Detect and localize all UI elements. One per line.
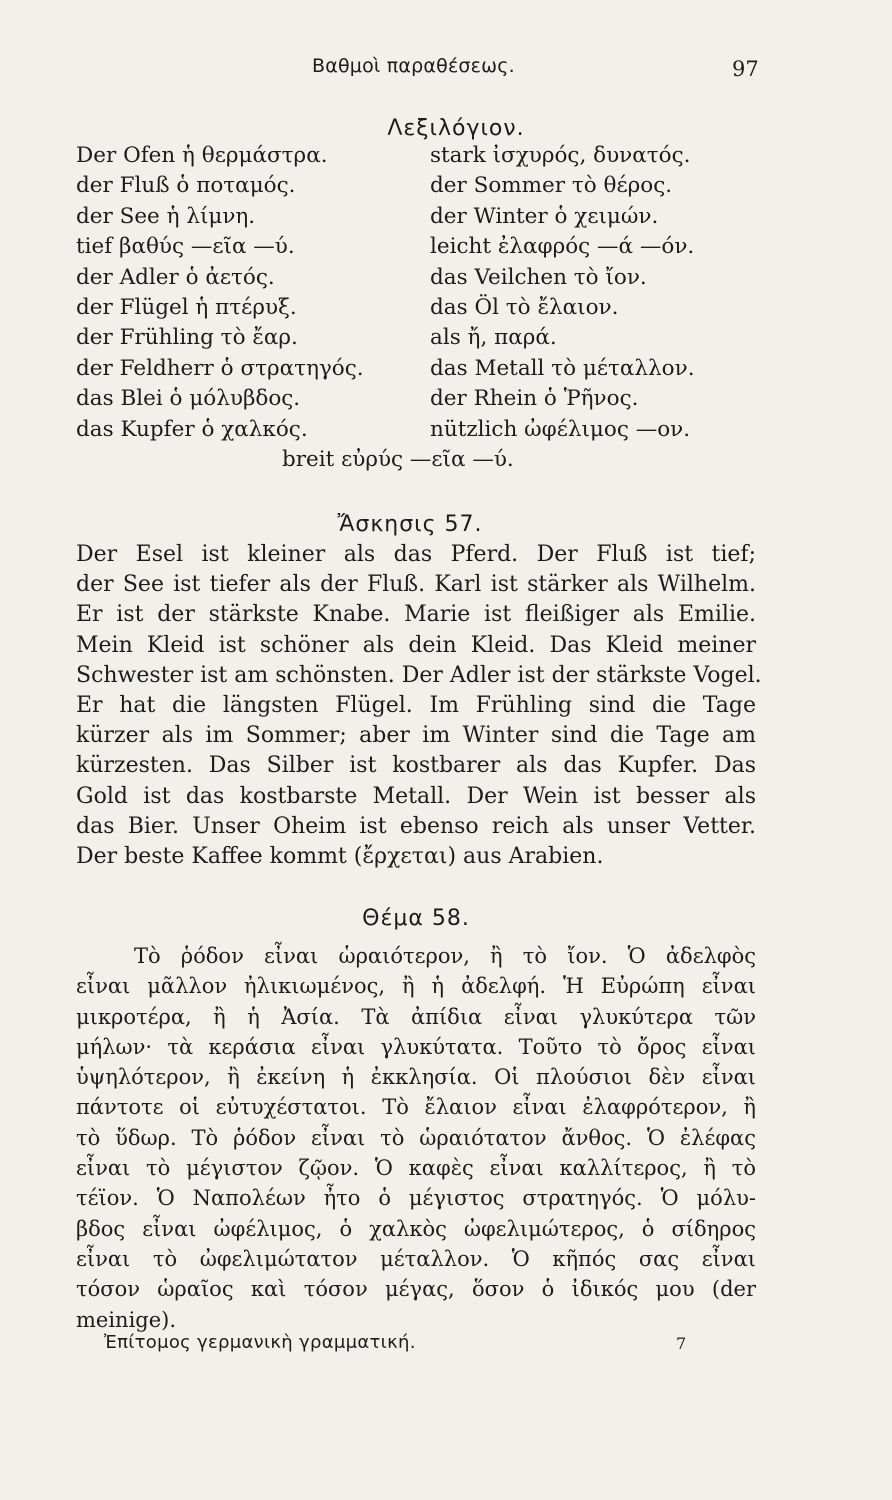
- text-line: πάντοτε οἱ εὐτυχέστατοι. Τὸ ἔλαιον εἶναι ἐλαφρότερον, ἢ: [76, 1095, 756, 1120]
- running-title: Βαθμοὶ παραθέσεως.: [312, 55, 515, 77]
- vocab-entry: der Frühling τὸ ἔαρ.: [76, 325, 298, 351]
- vocab-entry: nützlich ὠφέλιμος —ον.: [430, 416, 691, 442]
- text-line: Er ist der stärkste Knabe. Marie ist fleißiger als Emilie.: [76, 602, 756, 628]
- text-line: das Bier. Unser Oheim ist ebenso reich als unser Vetter.: [76, 813, 756, 839]
- vocab-entry: das Blei ὁ μόλυβδος.: [76, 386, 301, 412]
- text-line: μικροτέρα, ἢ ἡ Ἀσία. Τὰ ἀπίδια εἶναι γλυκύτερα τῶν: [76, 1004, 756, 1029]
- text-line: Mein Kleid ist schöner als dein Kleid. Das Kleid meiner: [76, 632, 756, 658]
- vocab-entry: der See ἡ λίμνη.: [76, 203, 256, 229]
- vocab-entry: Der Ofen ἡ θερμάστρα.: [76, 143, 328, 168]
- text-line: kürzesten. Das Silber ist kostbarer als das Kupfer. Das: [76, 753, 756, 779]
- exercise-paragraph: [76, 540, 762, 872]
- exercise-heading: Ἄσκησις 57.: [337, 512, 483, 537]
- vocab-entry: der Flügel ἡ πτέρυξ.: [76, 295, 297, 321]
- text-line: Schwester ist am schönsten. Der Adler ist der stärkste Vogel.: [76, 662, 762, 688]
- vocab-entry: der Fluß ὁ ποταμός.: [76, 173, 296, 199]
- vocab-entry: der Winter ὁ χειμών.: [430, 203, 659, 229]
- text-line: εἶναι τὸ μέγιστον ζῷον. Ὁ καφὲς εἶναι καλλίτερος, ἢ τὸ: [76, 1156, 756, 1181]
- vocab-list-left: [76, 141, 446, 445]
- text-line: μήλων· τὰ κεράσια εἶναι γλυκύτατα. Τοῦτο τὸ ὄρος εἶναι: [76, 1034, 756, 1059]
- vocab-entry: der Rhein ὁ Ῥῆνος.: [430, 386, 639, 412]
- running-header: [0, 55, 892, 85]
- vocab-entry: der Feldherr ὁ στρατηγός.: [76, 355, 364, 381]
- vocab-entry: das Öl τὸ ἔλαιον.: [430, 295, 619, 321]
- text-line: Τὸ ῥόδον εἶναι ὡραιότερον, ἢ τὸ ἴον. Ὁ ἀδελφὸς: [134, 944, 756, 968]
- text-line: εἶναι τὸ ὠφελιμώτατον μέταλλον. Ὁ κῆπός σας εἶναι: [76, 1246, 756, 1271]
- signature-mark: 7: [676, 1334, 687, 1353]
- page-number: 97: [732, 57, 759, 81]
- vocab-entry: als ἤ, παρά.: [430, 325, 557, 351]
- vocab-entry: der Adler ὁ ἀετός.: [76, 264, 275, 290]
- text-line: meinige).: [76, 1307, 177, 1332]
- text-line: Er hat die längsten Flügel. Im Frühling sind die Tage: [76, 693, 756, 719]
- text-line: βδος εἶναι ὠφέλιμος, ὁ χαλκὸς ὠφελιμώτερος, ὁ σίδηρος: [76, 1216, 756, 1241]
- text-line: τὸ ὕδωρ. Τὸ ῥόδον εἶναι τὸ ὡραιότατον ἄνθος. Ὁ ἐλέφας: [76, 1125, 756, 1150]
- page-footer: [0, 1332, 892, 1362]
- vocab-entry: das Kupfer ὁ χαλκός.: [76, 416, 308, 442]
- text-line: εἶναι μᾶλλον ἠλικιωμένος, ἢ ἡ ἀδελφή. Ἡ Εὐρώπη εἶναι: [76, 974, 756, 999]
- vocab-entry: tief βαθύς —εῖα —ύ.: [76, 234, 295, 260]
- text-line: Der Esel ist kleiner als das Pferd. Der Fluß ist tief;: [76, 542, 756, 567]
- theme-heading: Θέμα 58.: [362, 906, 470, 931]
- text-line: τέϊον. Ὁ Ναπολέων ἦτο ὁ μέγιστος στρατηγός. Ὁ μόλυ-: [76, 1186, 756, 1211]
- text-line: Der beste Kaffee kommt (ἔρχεται) aus Arabien.: [76, 844, 604, 870]
- text-line: ὑψηλότερον, ἢ ἐκείνη ἡ ἐκκλησία. Οἱ πλούσιοι δὲν εἶναι: [76, 1065, 756, 1090]
- footer-book-title: Ἐπίτομος γερμανικὴ γραμματική.: [104, 1332, 416, 1353]
- vocab-entry-centered: breit εὐρύς —εῖα —ύ.: [282, 447, 514, 472]
- text-line: kürzer als im Sommer; aber im Winter sind die Tage am: [76, 723, 756, 749]
- text-line: der See ist tiefer als der Fluß. Karl ist stärker als Wilhelm.: [76, 572, 756, 598]
- vocab-entry: das Metall τὸ μέταλλον.: [430, 355, 695, 381]
- vocab-entry: das Veilchen τὸ ἴον.: [430, 264, 647, 290]
- vocab-entry: stark ἰσχυρός, δυνατός.: [430, 143, 691, 168]
- lexicon-heading: Λεξιλόγιον.: [387, 116, 525, 141]
- vocab-entry: leicht ἐλαφρός —ά —όν.: [430, 234, 695, 260]
- text-line: Gold ist das kostbarste Metall. Der Wein ist besser als: [76, 783, 756, 809]
- vocab-entry: der Sommer τὸ θέρος.: [430, 173, 673, 199]
- vocab-list-right: [430, 141, 830, 445]
- text-line: τόσον ὡραῖος καὶ τόσον μέγας, ὅσον ὁ ἰδικός μου (der: [76, 1277, 756, 1302]
- theme-paragraph: [76, 941, 756, 1335]
